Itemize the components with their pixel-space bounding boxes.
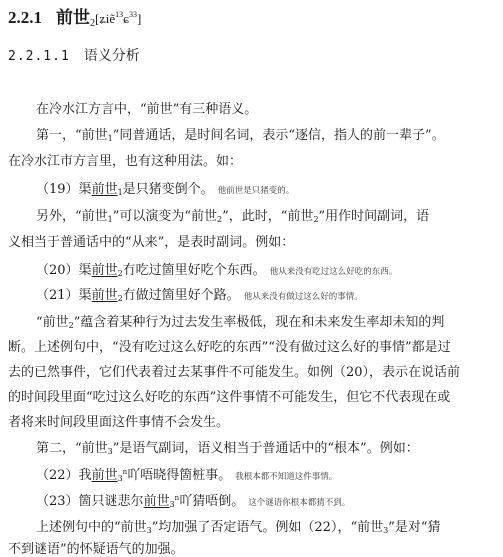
subscript: 2 bbox=[313, 215, 319, 224]
text: ”均加强了否定语气。例如（22），“前世 bbox=[151, 520, 384, 535]
example-translation: 他从来没有吃过这么好吃的东西。 bbox=[269, 267, 398, 277]
text: ”是语气副词，语义相当于普通话中的“根本”。例如： bbox=[112, 441, 419, 456]
text: ”，此时，“前世 bbox=[222, 209, 314, 224]
example-23 bbox=[36, 490, 350, 509]
text: ”同普通话，是时间名词，表示“逐信，指人的前一辈子”。 bbox=[112, 128, 445, 143]
paragraph-sense3 bbox=[36, 437, 419, 456]
example-text: 唔晓得箇桩事。 bbox=[140, 468, 232, 483]
example-translation: 我根本都不知道这件事情。 bbox=[235, 472, 338, 482]
underlined-term: 前世 bbox=[91, 468, 118, 483]
example-number: （20） bbox=[36, 263, 79, 278]
subscript: 3 bbox=[383, 526, 389, 535]
example-text: 吖 bbox=[127, 468, 141, 483]
ipa-bracket-close: ] bbox=[136, 11, 142, 26]
example-number: （19） bbox=[36, 182, 79, 197]
paragraph-conclusion-line2: 不到谜语”的怀疑语气的加强。 bbox=[8, 542, 184, 557]
example-text: 冇吃过箇里好吃个东西。 bbox=[122, 263, 266, 278]
example-text: 猜唔倒。 bbox=[192, 494, 245, 509]
example-text: 渠 bbox=[78, 182, 92, 197]
section-number: 2.2.1 bbox=[8, 8, 42, 27]
subscript: 3 bbox=[117, 474, 123, 483]
paragraph-analysis-line5: 者将来时间段里面这件事情不会发生。 bbox=[8, 415, 230, 430]
text: 第一，“前世 bbox=[36, 128, 108, 143]
paragraph-analysis-line4: 的时间段里面“吃过这么好吃的东西”这件事情不可能发生，但它不代表现在或 bbox=[8, 390, 451, 405]
example-text: 冇做过箇里好个路。 bbox=[122, 288, 240, 303]
text: ”用作时间副词，语 bbox=[318, 209, 430, 224]
subscript: 1 bbox=[107, 134, 113, 143]
subscript: 2 bbox=[117, 294, 123, 303]
text: ”蕴含着某种行为过去发生率极低，现在和未来发生率却未知的判 bbox=[73, 315, 445, 330]
text: ”是对“猜 bbox=[388, 520, 441, 535]
subsection-title: 语义分析 bbox=[83, 48, 140, 64]
example-number: （23） bbox=[36, 494, 79, 509]
example-text: 渠 bbox=[78, 288, 92, 303]
paragraph-intro: 在冷水江方言中，“前世”有三种语义。 bbox=[36, 102, 258, 117]
tone-1: 13 bbox=[115, 10, 124, 19]
paragraph-analysis-line2: 断。上述例句中，“没有吃过这么好吃的东西”“没有做过这么好的事情”都是过 bbox=[8, 340, 451, 355]
text: ”可以演变为“前世 bbox=[112, 209, 218, 224]
example-text: 是只猪变倒个。 bbox=[122, 182, 214, 197]
underlined-term: 前世 bbox=[91, 288, 118, 303]
paragraph-sense2-line1 bbox=[36, 205, 429, 224]
superscript: n bbox=[122, 468, 128, 476]
subscript: 2 bbox=[68, 321, 74, 330]
underlined-term: 前世 bbox=[91, 263, 118, 278]
text: 另外，“前世 bbox=[36, 209, 108, 224]
example-text: 渠 bbox=[78, 263, 92, 278]
subscript: 1 bbox=[107, 215, 113, 224]
superscript: n bbox=[174, 494, 180, 502]
example-translation: 这个谜语你根本都猜不到。 bbox=[248, 498, 351, 508]
example-text: 箇只谜悲尔 bbox=[78, 494, 144, 509]
subscript: 1 bbox=[117, 188, 123, 197]
heading-word: 前世 bbox=[56, 8, 90, 27]
text: “前世 bbox=[36, 315, 69, 330]
paragraph-sense1-line1 bbox=[36, 124, 445, 143]
subscript: 3 bbox=[169, 500, 175, 509]
tone-2: 33 bbox=[128, 10, 137, 19]
subsection-heading bbox=[8, 45, 140, 65]
subsection-number: 2.2.1.1 bbox=[8, 49, 70, 64]
paragraph-conclusion-line1 bbox=[36, 516, 440, 535]
paragraph-analysis-line1 bbox=[36, 311, 444, 330]
section-heading bbox=[8, 3, 141, 29]
example-21 bbox=[36, 284, 363, 303]
example-text: 吖 bbox=[179, 494, 193, 509]
paragraph-sense2-line2: 义相当于普通话中的“从来”，是表时副词。例如： bbox=[8, 235, 295, 250]
heading-word-subscript: 2 bbox=[90, 18, 95, 29]
subscript: 3 bbox=[146, 526, 152, 535]
subscript: 2 bbox=[217, 215, 223, 224]
paragraph-sense1-line2: 在冷水江市方言里，也有这种用法。如： bbox=[8, 154, 243, 169]
text: 第二，“前世 bbox=[36, 441, 108, 456]
example-number: （21） bbox=[36, 288, 79, 303]
example-20 bbox=[36, 259, 397, 278]
example-translation: 他前世是只猪变的。 bbox=[217, 186, 295, 196]
example-text: 我 bbox=[78, 468, 92, 483]
ipa-bracket-open: [ bbox=[95, 11, 100, 26]
example-number: （22） bbox=[36, 468, 79, 483]
ipa-syllable-2: ɕ bbox=[123, 11, 129, 26]
underlined-term: 前世 bbox=[143, 494, 170, 509]
subscript: 2 bbox=[117, 269, 123, 278]
text: 上述例句中的“前世 bbox=[36, 520, 147, 535]
underlined-term: 前世 bbox=[91, 182, 118, 197]
example-19 bbox=[36, 178, 294, 197]
ipa-syllable-1: ʑiẽ bbox=[99, 11, 116, 26]
example-translation: 他从来没有做过这么好的事情。 bbox=[243, 292, 363, 302]
subscript: 3 bbox=[107, 447, 113, 456]
example-22 bbox=[36, 464, 337, 483]
paragraph-analysis-line3: 去的已然事件，它们代表着过去某事件不可能发生。如例（20），表示在说话前 bbox=[8, 365, 461, 380]
